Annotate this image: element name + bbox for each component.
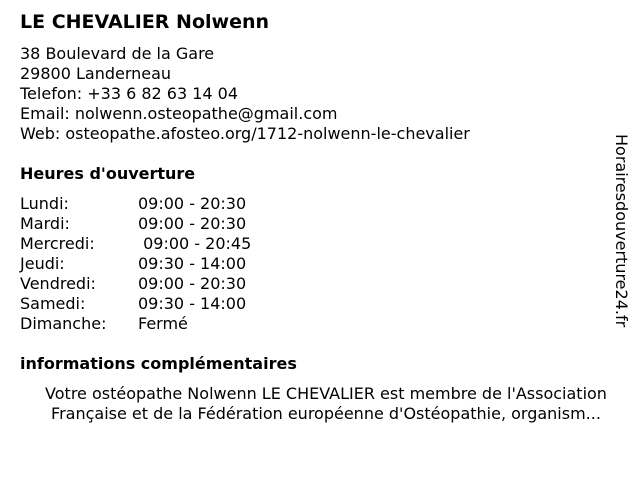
description-line: Française et de la Fédération européenne d'Ostéopathie, organism... <box>51 404 601 423</box>
time-range: 09:30 - 14:00 <box>138 294 247 313</box>
day-label: Mercredi: <box>20 234 95 253</box>
phone-number: Telefon: +33 6 82 63 14 04 <box>20 84 239 103</box>
additional-info-text <box>20 384 632 424</box>
day-label: Samedi: <box>20 294 86 313</box>
hours-row-wednesday <box>20 234 320 254</box>
address-city: 29800 Landerneau <box>20 64 172 83</box>
hours-row-tuesday <box>20 214 320 234</box>
time-range: 09:00 - 20:30 <box>138 194 247 213</box>
site-watermark: Horairesdouverture24.fr <box>612 134 631 328</box>
time-range: 09:30 - 14:00 <box>138 254 247 273</box>
day-label: Lundi: <box>20 194 69 213</box>
time-range: 09:00 - 20:30 <box>138 214 247 233</box>
day-label: Vendredi: <box>20 274 96 293</box>
time-range: 09:00 - 20:30 <box>138 274 247 293</box>
day-label: Mardi: <box>20 214 70 233</box>
address-street: 38 Boulevard de la Gare <box>20 44 215 63</box>
contact-block <box>20 44 470 144</box>
additional-info-heading: informations complémentaires <box>20 354 297 373</box>
website-url: Web: osteopathe.afosteo.org/1712-nolwenn-le-chevalier <box>20 124 470 143</box>
time-range: 09:00 - 20:45 <box>138 234 252 253</box>
day-label: Jeudi: <box>20 254 65 273</box>
opening-hours-table <box>20 194 320 334</box>
opening-hours-heading: Heures d'ouverture <box>20 164 196 183</box>
hours-row-saturday <box>20 294 320 314</box>
description-line: Votre ostéopathe Nolwenn LE CHEVALIER est membre de l'Association <box>45 384 607 403</box>
business-name: LE CHEVALIER Nolwenn <box>20 11 270 33</box>
email-address: Email: nolwenn.osteopathe@gmail.com <box>20 104 338 123</box>
hours-row-friday <box>20 274 320 294</box>
time-range: Fermé <box>138 314 188 333</box>
day-label: Dimanche: <box>20 314 107 333</box>
hours-row-sunday <box>20 314 320 334</box>
hours-row-thursday <box>20 254 320 274</box>
hours-row-monday <box>20 194 320 214</box>
